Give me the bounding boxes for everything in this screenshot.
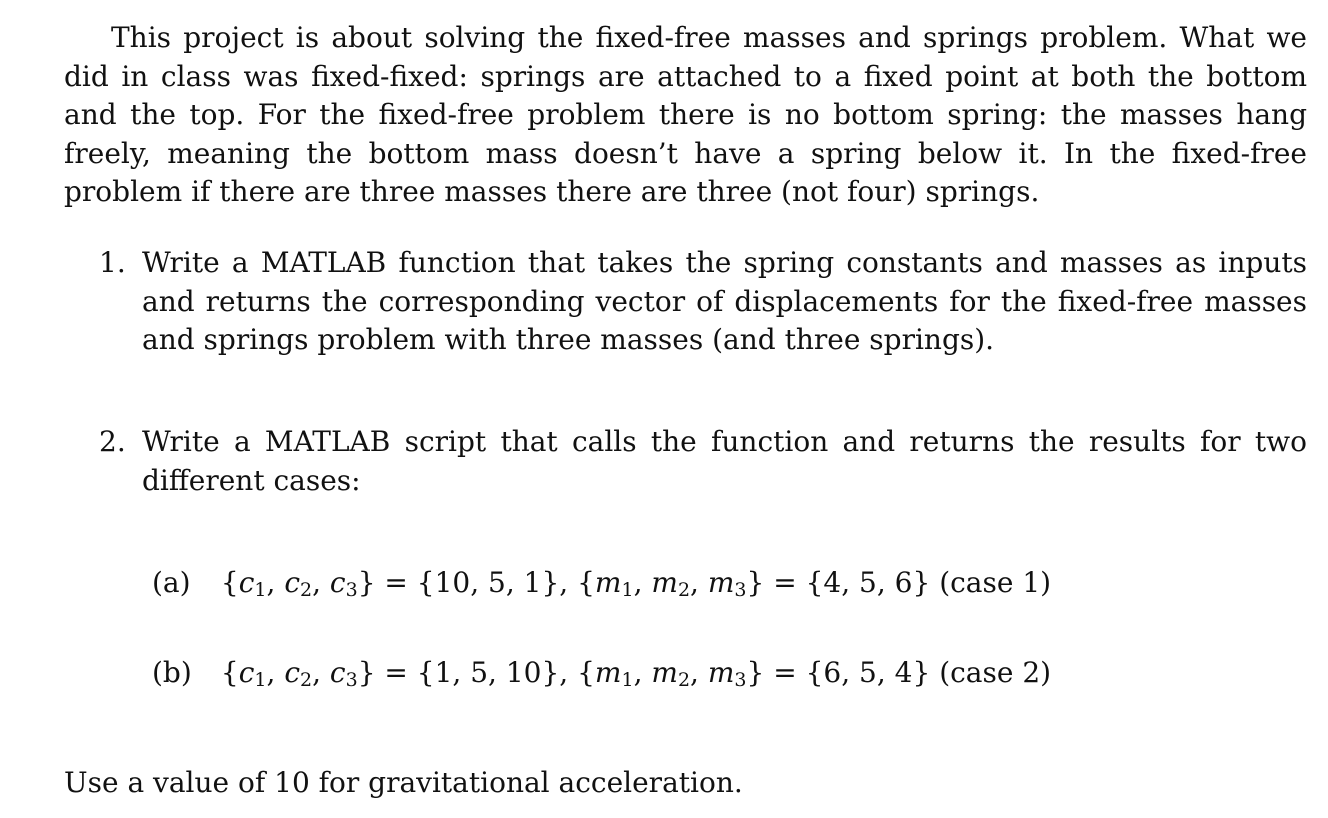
masses-values: {6, 5, 4}	[805, 656, 931, 689]
spring-constants-values: {10, 5, 1}	[416, 566, 560, 599]
case-note: (case 2)	[939, 656, 1052, 689]
list-item-text: Write a MATLAB script that calls the function and returns the results for two different cases:	[142, 425, 1307, 497]
masses-set: {$m_1$, $m_2$, $m_3$} =	[577, 656, 806, 691]
list-item-1	[99, 244, 1307, 360]
spring-constants-values: {1, 5, 10}	[416, 656, 560, 689]
case-a	[152, 564, 1051, 602]
intro-paragraph: This project is about solving the fixed-free masses and springs problem. What we did in class was fixed-fixed: springs are attached to a fixed point at both the bottom and the top. For the fixed-free problem there is no bottom spring: the masses hang freely, meaning the bottom mass doesn’t have a spring below it. In the fixed-free problem if there are three masses there are three (not four) springs.	[64, 21, 1307, 208]
case-b	[152, 654, 1051, 692]
case-label: (a)	[152, 566, 191, 599]
separator: ,	[559, 656, 578, 689]
case-note: (case 1)	[939, 566, 1052, 599]
list-number: 2.	[99, 425, 126, 458]
spring-constants-set: {$c_1$, $c_2$, $c_3$} =	[220, 566, 417, 601]
closing-sentence: Use a value of 10 for gravitational acceleration.	[64, 766, 743, 799]
masses-set: {$m_1$, $m_2$, $m_3$} =	[577, 566, 806, 601]
list-number: 1.	[99, 246, 126, 279]
separator: ,	[559, 566, 578, 599]
list-item-2	[99, 423, 1307, 500]
masses-values: {4, 5, 6}	[805, 566, 931, 599]
case-label: (b)	[152, 656, 192, 689]
list-item-text: Write a MATLAB function that takes the spring constants and masses as inputs and returns the corresponding vector of displacements for the fixed-free masses and springs problem with three masses (and three springs).	[142, 246, 1307, 356]
spring-constants-set: {$c_1$, $c_2$, $c_3$} =	[220, 656, 417, 691]
